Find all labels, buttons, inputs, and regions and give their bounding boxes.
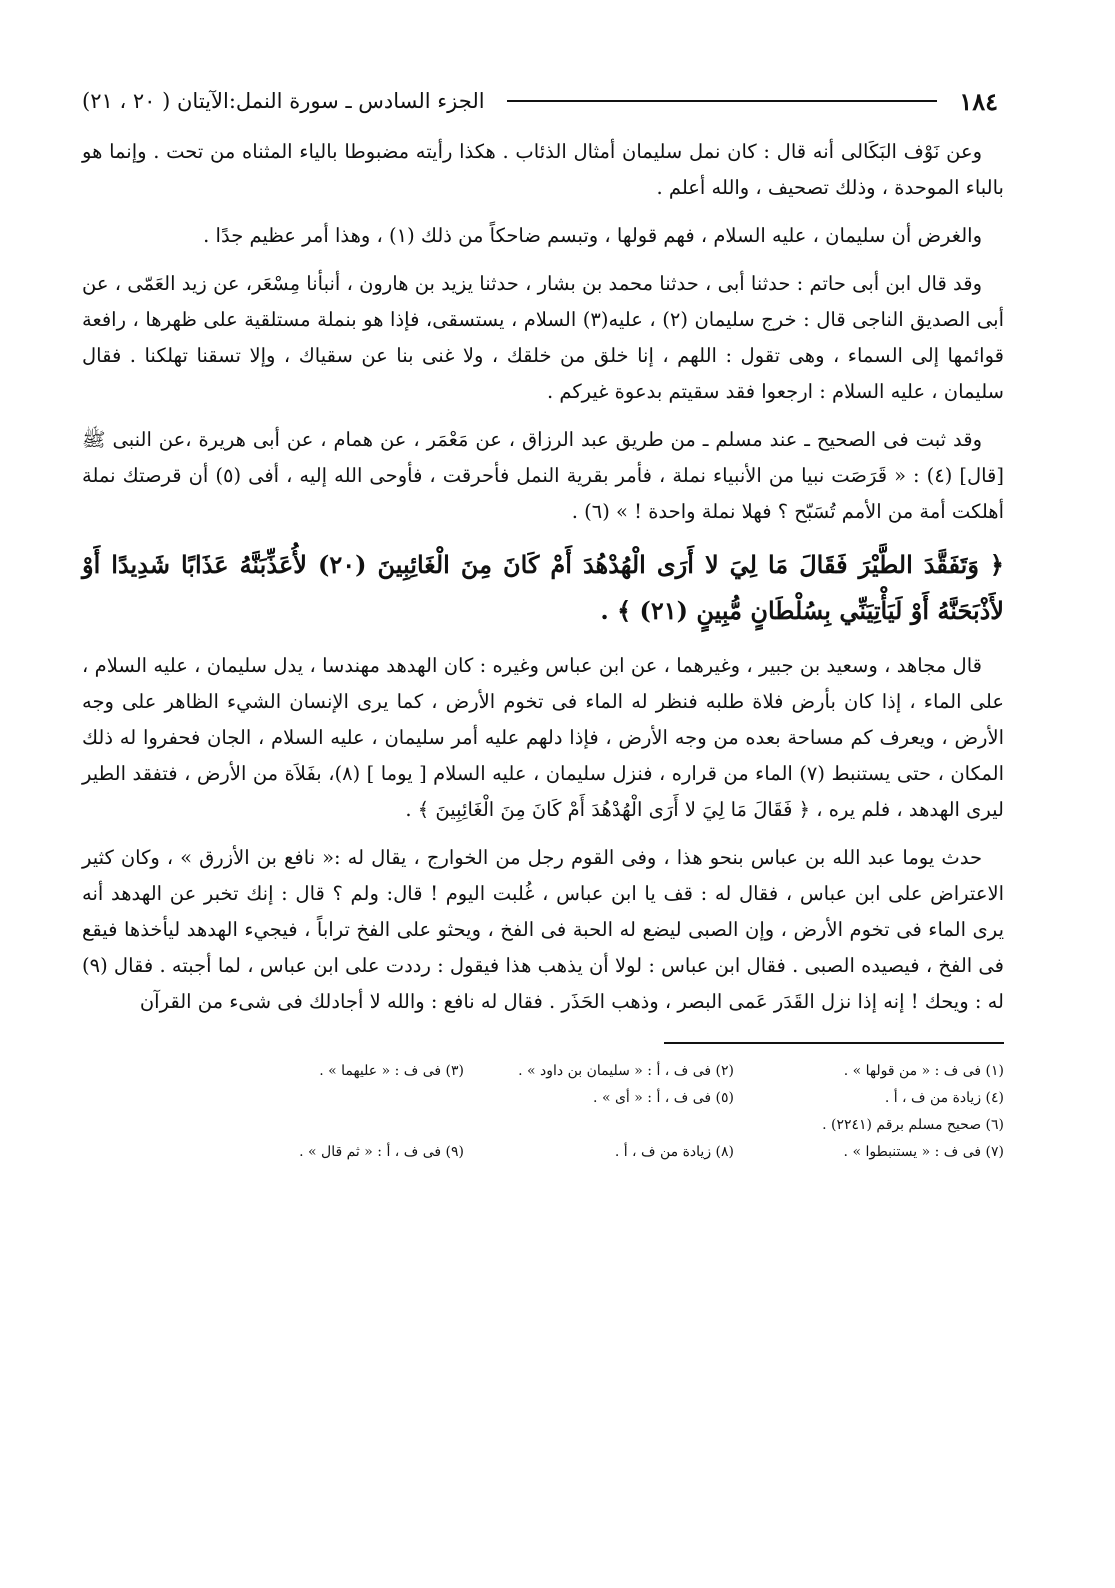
footnote: (١) فى ف : « من قولها » . bbox=[843, 1063, 1004, 1079]
paragraph: وعن نَوْف البَكَالى أنه قال : كان نمل سليمان أمثال الذئاب . هكذا رأيته مضبوطا بالياء المثناه من تحت . وإنما هو بالباء الموحدة ، وذلك تصحيف ، والله أعلم . bbox=[82, 140, 1004, 199]
main-text bbox=[82, 134, 1004, 1020]
footnote: (٢) فى ف ، أ : « سليمان بن داود » . bbox=[518, 1063, 734, 1079]
footnote-row bbox=[82, 1085, 1004, 1112]
book-page bbox=[82, 78, 1004, 1538]
paragraph: حدث يوما عبد الله بن عباس بنحو هذا ، وفى القوم رجل من الخوارج ، يقال له :« نافع بن الأزرق » ، وكان كثير الاعتراض على ابن عباس ، فقال له : قف يا ابن عباس ، غُلبت اليوم ! قال: ولم ؟ قال : إنك تخبر عن الهدهد أنه يرى الماء فى تخوم الأرض ، وإن الصبى ليضع له الحبة فى الفخ ، ويحثو على الفخ تراباً ، فيجيء الهدهد ليأخذها فيقع فى الفخ ، فيصيده الصبى . فقال ابن عباس : لولا أن يذهب هذا فيقول : رددت على ابن عباس ، لما أجبته . فقال (٩) له : ويحك ! إنه إذا نزل القَدَر عَمى البصر ، وذهب الحَذَر . فقال له نافع : والله لا أجادلك فى شىء من القرآن bbox=[82, 846, 1004, 1013]
footnote: (٥) فى ف ، أ : « أى » . bbox=[593, 1090, 734, 1106]
quran-verse: ﴿ وَتَفَقَّدَ الطَّيْرَ فَقَالَ مَا لِيَ لا أَرَى الْهُدْهُدَ أَمْ كَانَ مِنَ الْغَائِبِينَ (٢٠) لأُعَذِّبَنَّهُ عَذَابًا شَدِيدًا أَوْ لأَذْبَحَنَّهُ أَوْ لَيَأْتِيَنِّي بِسُلْطَانٍ مُّبِينٍ (٢١) ﴾ . bbox=[82, 550, 1004, 625]
footnote: (٩) فى ف ، أ : « ثم قال » . bbox=[299, 1144, 464, 1160]
header-rule bbox=[507, 100, 938, 102]
page-number: ١٨٤ bbox=[959, 86, 998, 116]
paragraph: والغرض أن سليمان ، عليه السلام ، فهم قولها ، وتبسم ضاحكاً من ذلك (١) ، وهذا أمر عظيم جدًا . bbox=[203, 224, 982, 247]
footnote: (٨) زيادة من ف ، أ . bbox=[614, 1144, 734, 1160]
footnotes bbox=[82, 1058, 1004, 1166]
running-header bbox=[82, 78, 1004, 124]
footnote-row bbox=[82, 1139, 1004, 1166]
footnote-row bbox=[82, 1058, 1004, 1085]
footnote-divider bbox=[664, 1042, 1004, 1044]
footnote: (٤) زيادة من ف ، أ . bbox=[884, 1090, 1004, 1106]
footnote: (٣) فى ف : « عليهما » . bbox=[319, 1063, 464, 1079]
paragraph: وقد ثبت فى الصحيح ـ عند مسلم ـ من طريق عبد الرزاق ، عن مَعْمَر ، عن همام ، عن أبى هريرة ،عن النبى ﷺ [قال] (٤) : « قَرَصَت نبيا من الأنبياء نملة ، فأمر بقرية النمل فأحرقت ، فأوحى الله إليه ، أفى (٥) أن قرصتك نملة أهلكت أمة من الأمم تُسَبّح ؟ فهلا نملة واحدة ! » (٦) . bbox=[82, 428, 1004, 523]
paragraph: وقد قال ابن أبى حاتم : حدثنا أبى ، حدثنا محمد بن بشار ، حدثنا يزيد بن هارون ، أنبأنا مِسْعَر، عن زيد العَمّى ، عن أبى الصديق الناجى قال : خرج سليمان (٢) ، عليه(٣) السلام ، يستسقى، فإذا هو بنملة مستلقية على ظهرها ، رافعة قوائمها إلى السماء ، وهى تقول : اللهم ، إنا خلق من خلقك ، ولا غنى بنا عن سقياك ، وإلا تسقنا تهلكنا . فقال سليمان ، عليه السلام : ارجعوا فقد سقيتم بدعوة غيركم . bbox=[82, 272, 1004, 403]
footnote-row bbox=[82, 1112, 1004, 1139]
running-title: الجزء السادس ـ سورة النمل:الآيتان ( ٢٠ ، ٢١) bbox=[82, 89, 485, 113]
footnote: (٧) فى ف : « يستنبطوا » . bbox=[843, 1144, 1004, 1160]
paragraph: قال مجاهد ، وسعيد بن جبير ، وغيرهما ، عن ابن عباس وغيره : كان الهدهد مهندسا ، يدل سليمان ، عليه السلام ، على الماء ، إذا كان بأرض فلاة طلبه فنظر له الماء فى تخوم الأرض ، كما يرى الإنسان الشيء الظاهر على وجه الأرض ، ويعرف كم مساحة بعده من وجه الأرض ، فإذا دلهم عليه أمر سليمان ، عليه السلام ، الجان فحفروا له ذلك المكان ، حتى يستنبط (٧) الماء من قراره ، فنزل سليمان ، عليه السلام [ يوما ] (٨)، بفَلاَة من الأرض ، فتفقد الطير ليرى الهدهد ، فلم يره ، ﴿ فَقَالَ مَا لِيَ لا أَرَى الْهُدْهُدَ أَمْ كَانَ مِنَ الْغَائِبِينَ ﴾ . bbox=[82, 654, 1004, 821]
footnote: (٦) صحيح مسلم برقم (٢٢٤١) . bbox=[822, 1117, 1004, 1133]
